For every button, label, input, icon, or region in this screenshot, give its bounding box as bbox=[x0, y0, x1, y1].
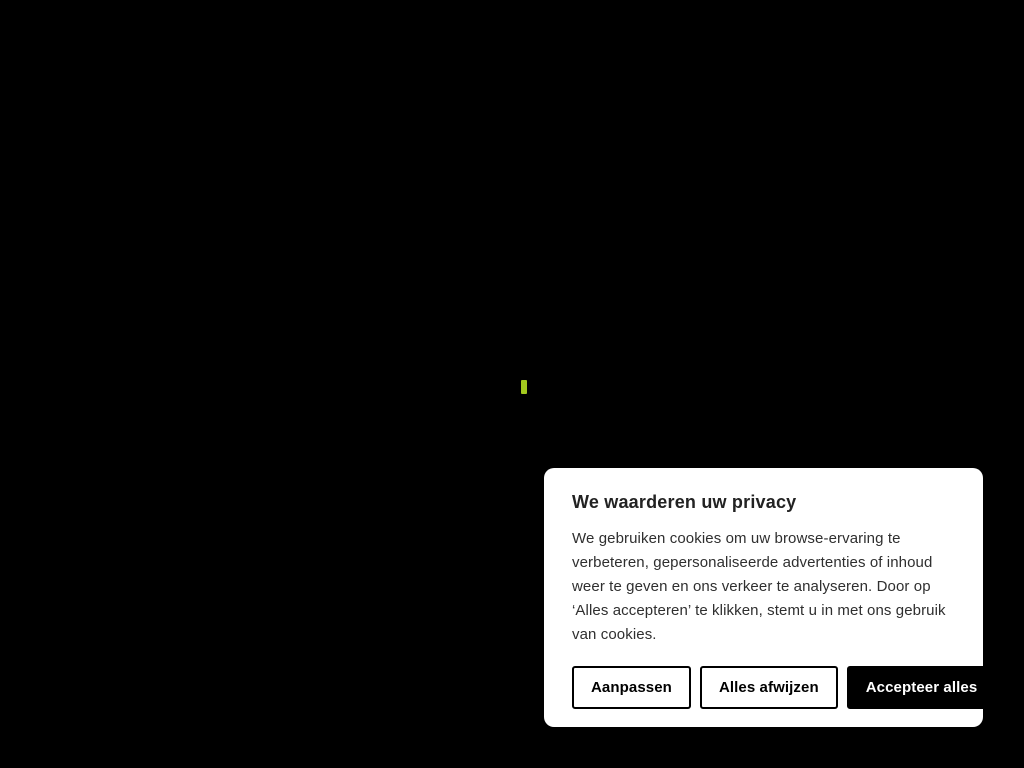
cookie-dialog-title: We waarderen uw privacy bbox=[572, 492, 797, 512]
loading-indicator-bar bbox=[521, 380, 527, 394]
cookie-dialog-button-row bbox=[572, 666, 978, 709]
accept-all-button[interactable]: Accepteer alles bbox=[847, 666, 997, 709]
cookie-consent-dialog bbox=[544, 468, 983, 727]
reject-all-button[interactable]: Alles afwijzen bbox=[700, 666, 838, 709]
customize-button[interactable]: Aanpassen bbox=[572, 666, 691, 709]
cookie-dialog-description: We gebruiken cookies om uw browse-ervaring te verbeteren, gepersonaliseerde advertenties of inhoud weer te geven en ons verkeer te analyseren. Door op ‘Alles accepteren’ te klikken, stemt u in met ons gebruik van cookies. bbox=[572, 530, 946, 643]
